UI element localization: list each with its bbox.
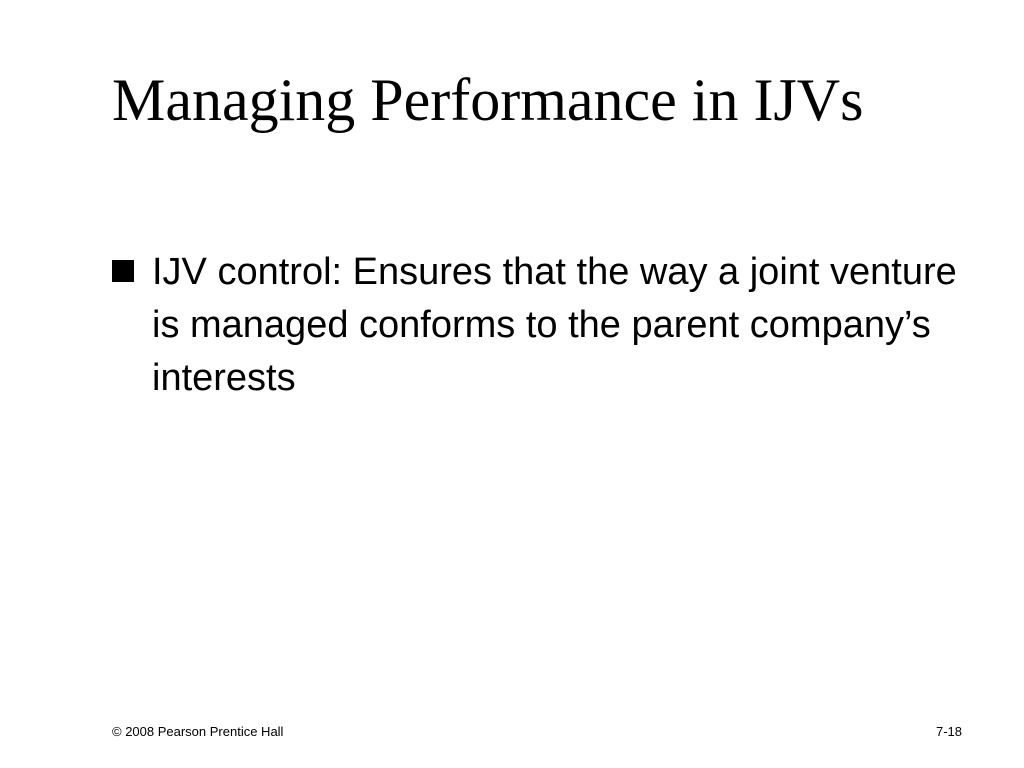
slide-title: Managing Performance in IJVs [112, 67, 864, 133]
square-bullet-icon [112, 260, 134, 282]
bullet-item [112, 246, 992, 405]
bullet-text: IJV control: Ensures that the way a joint venture is managed conforms to the parent company’s interests [152, 251, 957, 399]
footer-copyright: © 2008 Pearson Prentice Hall [112, 724, 284, 739]
footer-page-number: 7-18 [935, 724, 962, 739]
slide-body [112, 246, 992, 405]
